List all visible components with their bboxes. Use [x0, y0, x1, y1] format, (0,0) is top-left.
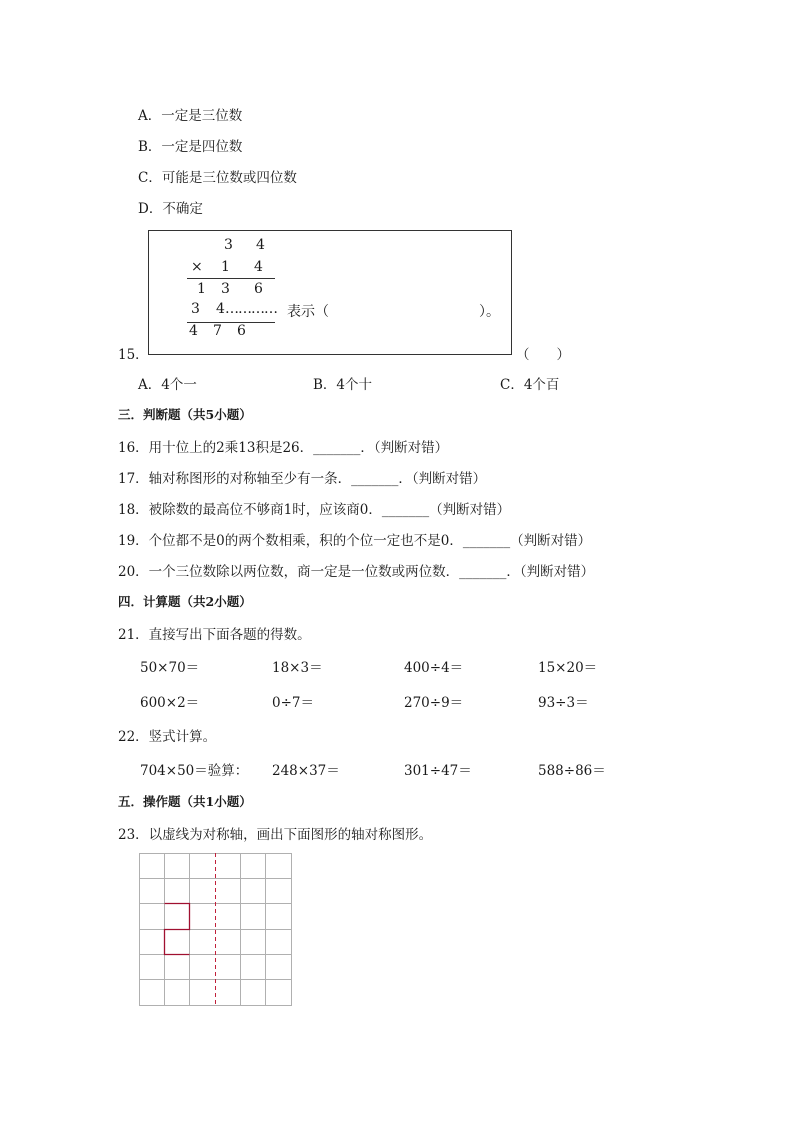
- question-21-prompt: 21．直接写出下面各题的得数。: [118, 627, 311, 643]
- expression: 18×3＝: [272, 660, 323, 676]
- digit: 3: [221, 281, 230, 297]
- option-d[interactable]: D．不确定: [138, 201, 203, 217]
- digit: 6: [237, 323, 246, 339]
- question-20: 20．一个三位数除以两位数，商一定是一位数或两位数．_______．（判断对错）: [118, 564, 595, 580]
- digit: 1: [221, 259, 230, 275]
- option-c[interactable]: C．可能是三位数或四位数: [138, 170, 297, 186]
- expression: 15×20＝: [538, 660, 598, 676]
- question-19: 19．个位都不是0的两个数相乘，积的个位一定也不是0．_______（判断对错）: [118, 533, 592, 549]
- digit: 4: [189, 323, 198, 339]
- digit: 4: [256, 237, 265, 253]
- expression: 400÷4＝: [404, 660, 464, 676]
- digit: 7: [213, 323, 222, 339]
- question-17: 17．轴对称图形的对称轴至少有一条．_______．（判断对错）: [118, 471, 487, 487]
- leader-dots: …………: [225, 301, 277, 317]
- expression: 301÷47＝: [404, 763, 472, 779]
- q15-option-a[interactable]: A．4个一: [138, 377, 197, 393]
- vertical-multiplication: [149, 231, 511, 354]
- q15-option-c[interactable]: C．4个百: [500, 377, 560, 393]
- digit: 4: [254, 259, 263, 275]
- result-line: [187, 322, 275, 323]
- expression: 50×70＝: [140, 660, 200, 676]
- calculation-box: [148, 230, 512, 355]
- section-title: 四．计算题（共2小题）: [118, 594, 252, 609]
- answer-paren[interactable]: （ ）: [516, 347, 570, 363]
- represents-label: 表示（: [287, 304, 329, 320]
- symmetry-grid[interactable]: [139, 853, 292, 1006]
- result-line: [187, 278, 275, 279]
- expression: 0÷7＝: [272, 695, 314, 711]
- option-a[interactable]: A．一定是三位数: [138, 108, 243, 124]
- section-title: 五．操作题（共1小题）: [118, 794, 252, 809]
- question-22-prompt: 22．竖式计算。: [118, 729, 217, 745]
- expression: 270÷9＝: [404, 695, 464, 711]
- digit: 3: [224, 237, 233, 253]
- digit: 1: [197, 281, 206, 297]
- multiply-sign: ×: [191, 259, 203, 275]
- q15-option-b[interactable]: B．4个十: [313, 377, 373, 393]
- given-shape: [165, 904, 190, 955]
- digit: 3: [191, 301, 200, 317]
- expression: 600×2＝: [140, 695, 200, 711]
- close-paren: ）。: [479, 304, 500, 320]
- digit: 6: [254, 281, 263, 297]
- expression: 248×37＝: [272, 763, 340, 779]
- question-23-prompt: 23．以虚线为对称轴，画出下面图形的轴对称图形。: [118, 827, 433, 843]
- option-b[interactable]: B．一定是四位数: [138, 139, 243, 155]
- digit: 4: [216, 301, 225, 317]
- expression: 588÷86＝: [538, 763, 606, 779]
- section-title: 三．判断题（共5小题）: [118, 407, 252, 422]
- expression: 93÷3＝: [538, 695, 589, 711]
- expression: 704×50＝验算：: [140, 763, 249, 779]
- question-number-15: 15．: [118, 347, 149, 363]
- question-18: 18．被除数的最高位不够商1时，应该商0．_______（判断对错）: [118, 502, 511, 518]
- question-16: 16．用十位上的2乘13积是26．_______．（判断对错）: [118, 440, 449, 456]
